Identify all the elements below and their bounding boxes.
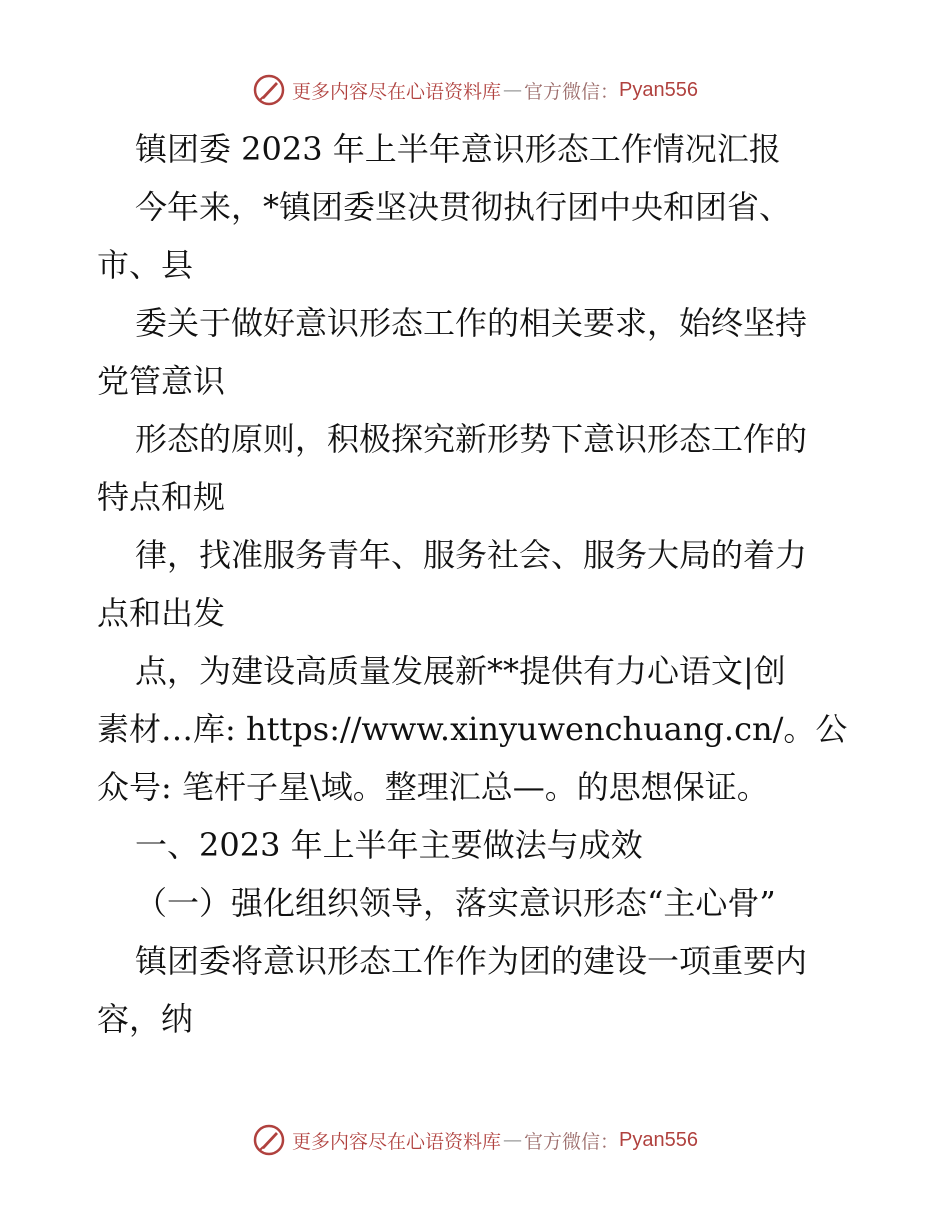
body-line: 容，纳 (97, 1000, 194, 1038)
watermark-account: Pyan556 (619, 1128, 698, 1151)
body-line: 律，找准服务青年、服务社会、服务大局的着力 (135, 536, 808, 574)
watermark-text: 更多内容尽在心语资料库 (292, 1130, 502, 1153)
watermark-account: Pyan556 (619, 78, 698, 101)
document-title: 镇团委 2023 年上半年意识形态工作情况汇报 (135, 130, 781, 168)
footer-watermark (0, 1120, 950, 1160)
quill-logo-icon (252, 1123, 286, 1157)
watermark-wechat-label: 官方微信： (524, 1130, 620, 1153)
watermark-separator: — (503, 79, 523, 101)
body-line: 市、县 (97, 246, 194, 284)
watermark-text: 更多内容尽在心语资料库 (292, 80, 502, 103)
document-body (97, 120, 857, 1048)
body-line: 素材…库: https://www.xinyuwenchuang.cn/。公 (97, 710, 848, 748)
watermark-wechat-label: 官方微信： (524, 80, 620, 103)
quill-logo-icon (252, 73, 286, 107)
body-line: 今年来，*镇团委坚决贯彻执行团中央和团省、 (135, 188, 792, 226)
body-line: 点，为建设高质量发展新**提供有力心语文|创 (135, 652, 786, 690)
body-line: 形态的原则，积极探究新形势下意识形态工作的 (135, 420, 808, 458)
body-line: 特点和规 (97, 478, 226, 516)
body-line: 委关于做好意识形态工作的相关要求，始终坚持 (135, 304, 808, 342)
watermark-separator: — (503, 1129, 523, 1151)
subsection-heading: （一）强化组织领导，落实意识形态“主心骨” (135, 884, 776, 922)
body-line: 党管意识 (97, 362, 226, 400)
body-line: 众号: 笔杆子星\域。整理汇总—。的思想保证。 (97, 768, 769, 806)
body-line: 镇团委将意识形态工作作为团的建设一项重要内 (135, 942, 808, 980)
body-line: 点和出发 (97, 594, 226, 632)
header-watermark (0, 70, 950, 110)
section-heading: 一、2023 年上半年主要做法与成效 (135, 826, 643, 864)
